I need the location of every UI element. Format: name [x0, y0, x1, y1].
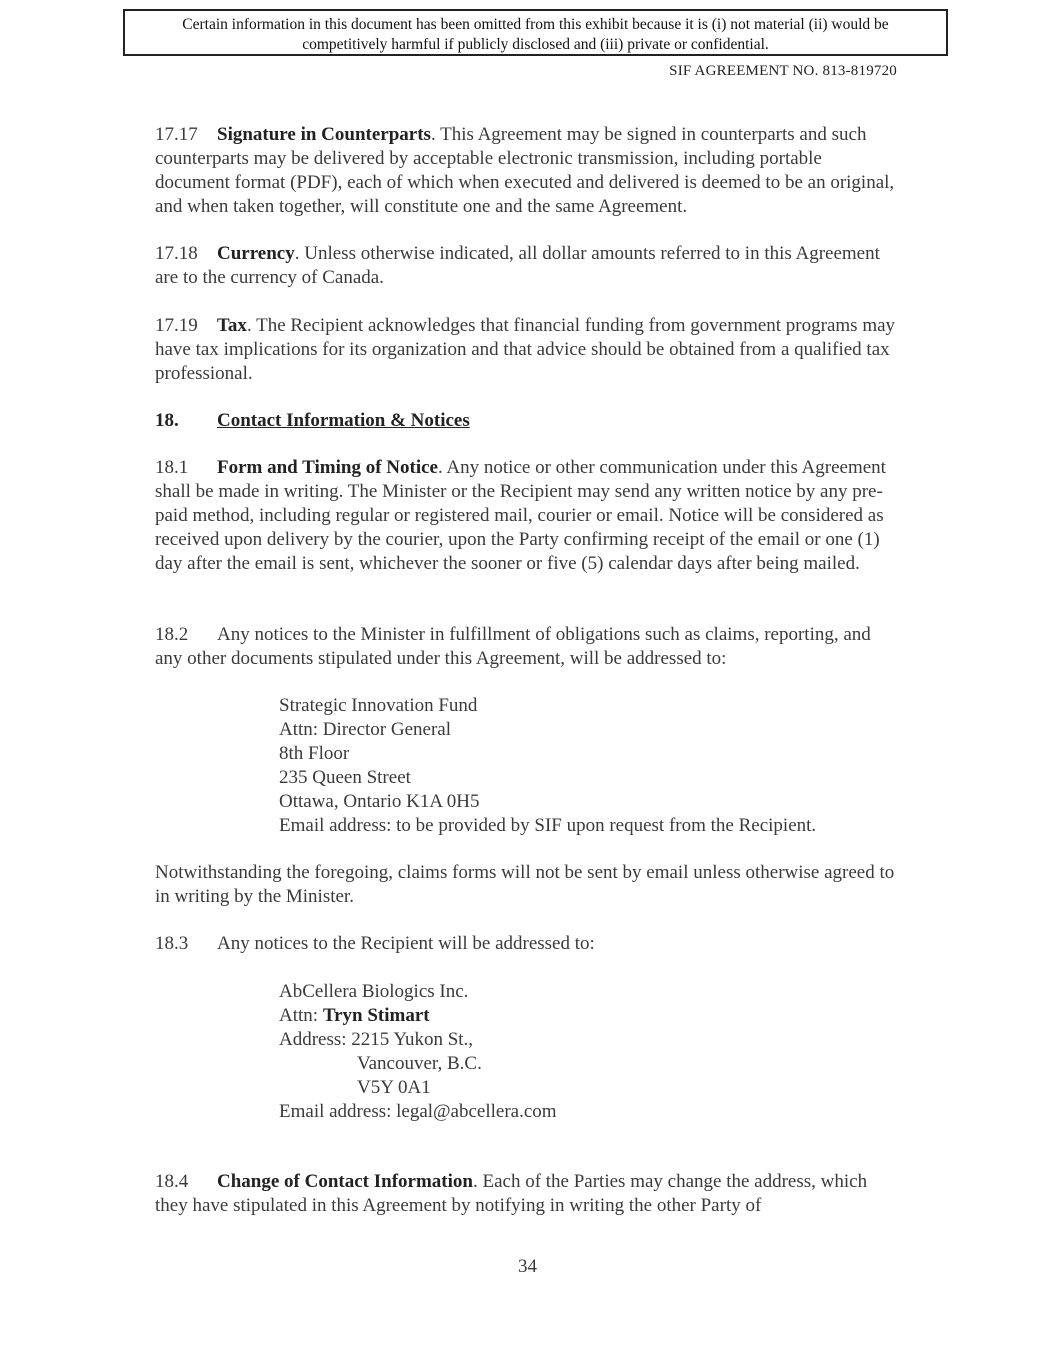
address-line: Ottawa, Ontario K1A 0H5 — [279, 791, 480, 812]
recipient-company: AbCellera Biologics Inc. — [279, 981, 469, 1002]
recipient-attn — [279, 1004, 557, 1028]
address-line: Attn: Director General — [279, 719, 451, 740]
section-title: Tax — [217, 315, 247, 336]
section-18-1 — [155, 456, 900, 576]
minister-address-block — [279, 694, 816, 838]
address-line: 8th Floor — [279, 743, 350, 764]
section-title: Form and Timing of Notice — [217, 457, 438, 478]
agreement-number: SIF AGREEMENT NO. 813-819720 — [669, 63, 897, 79]
section-number: 18.4 — [155, 1171, 189, 1192]
address-line: Strategic Innovation Fund — [279, 695, 478, 716]
section-18-4 — [155, 1170, 900, 1218]
section-18-3 — [155, 932, 900, 956]
section-body: . Unless otherwise indicated, all dollar amounts referred to in this Agreement are to the currency of Canada. — [155, 243, 880, 288]
notice-line-1: Certain information in this document has been omitted from this exhibit because it is (i) not material (ii) would be — [182, 16, 889, 33]
section-number: 18.1 — [155, 457, 189, 478]
attn-label: Attn: — [279, 1005, 323, 1026]
section-18-heading — [155, 409, 900, 433]
section-body: . This Agreement may be signed in counterparts and such counterparts may be delivered by acceptable electronic transmission, including portable document format (PDF), each of which when executed and delivered is deemed to be an original, and when taken together, will constitute one and the same Agreement. — [155, 124, 895, 217]
page-number: 34 — [518, 1256, 537, 1277]
confidentiality-notice-box — [123, 9, 948, 56]
section-title: Currency — [217, 243, 295, 264]
section-number: 17.18 — [155, 243, 198, 264]
address-line: 235 Queen Street — [279, 767, 411, 788]
section-title: Contact Information & Notices — [217, 410, 470, 431]
address-line: Address: 2215 Yukon St., — [279, 1029, 474, 1050]
section-title: Signature in Counterparts — [217, 124, 431, 145]
section-17-17 — [155, 123, 900, 219]
notice-line-2: competitively harmful if publicly disclosed and (iii) private or confidential. — [302, 36, 769, 53]
section-title: Change of Contact Information — [217, 1171, 473, 1192]
section-18-2 — [155, 623, 900, 671]
section-body: Any notices to the Recipient will be addressed to: — [217, 933, 595, 954]
section-body: . The Recipient acknowledges that financial funding from government programs may have tax implications for its organization and that advice should be obtained from a qualified tax professional. — [155, 315, 896, 384]
address-email: Email address: to be provided by SIF upon request from the Recipient. — [279, 815, 817, 836]
recipient-address-block — [279, 980, 557, 1124]
recipient-email: Email address: legal@abcellera.com — [279, 1101, 557, 1122]
section-number: 18.2 — [155, 624, 189, 645]
address-line: V5Y 0A1 — [357, 1077, 431, 1098]
section-17-18 — [155, 242, 900, 290]
address-line: Vancouver, B.C. — [357, 1053, 482, 1074]
section-body: . Each of the Parties may change the address, which they have stipulated in this Agreement by notifying in writing the other Party of — [155, 1171, 868, 1216]
section-number: 18.3 — [155, 933, 189, 954]
section-number: 17.17 — [155, 124, 198, 145]
section-number: 18. — [155, 410, 179, 431]
section-body: . Any notice or other communication under this Agreement shall be made in writing. The Minister or the Recipient may send any written notice by any pre-paid method, including regular or registered mail, courier or email. Notice will be considered as received upon delivery by the courier, upon the Party confirming receipt of the email or one (1) day after the email is sent, whichever the sooner or five (5) calendar days after being mailed. — [155, 457, 886, 574]
notwithstanding-paragraph: Notwithstanding the foregoing, claims forms will not be sent by email unless otherwise agreed to in writing by the Minister. — [155, 862, 895, 907]
section-number: 17.19 — [155, 315, 198, 336]
section-17-19 — [155, 314, 900, 386]
attn-name: Tryn Stimart — [322, 1005, 430, 1026]
section-body: Any notices to the Minister in fulfillment of obligations such as claims, reporting, and any other documents stipulated under this Agreement, will be addressed to: — [155, 624, 871, 669]
